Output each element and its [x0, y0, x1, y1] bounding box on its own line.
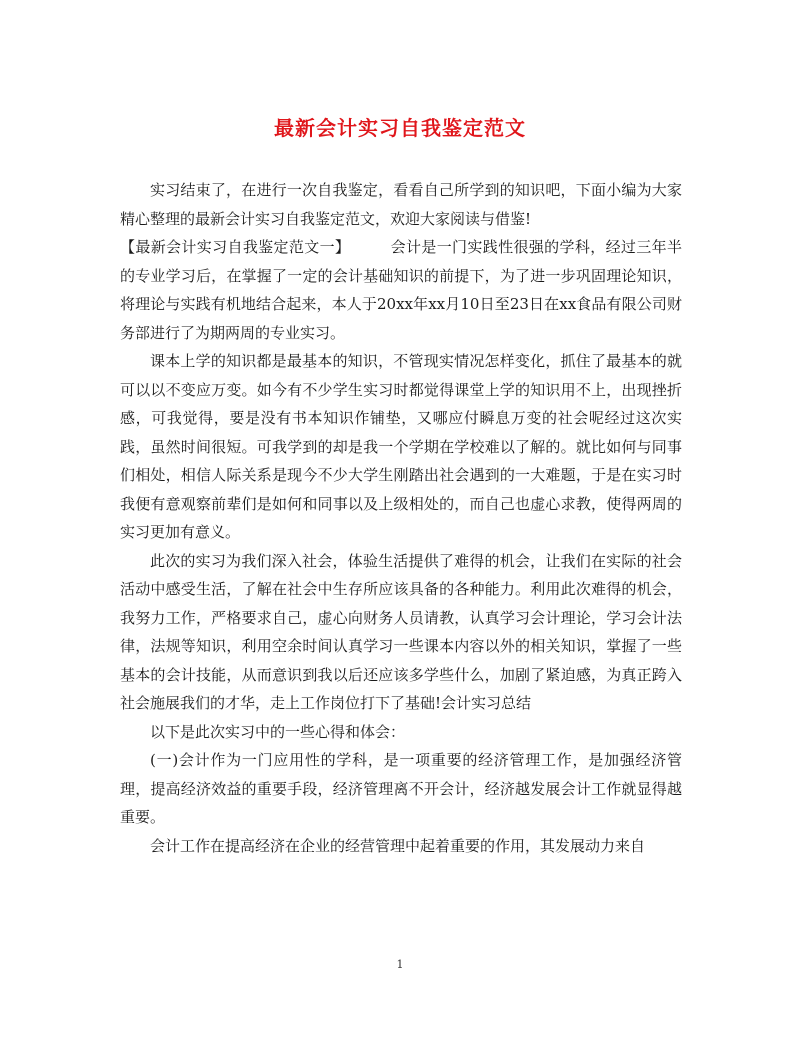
body-paragraph-2: 此次的实习为我们深入社会，体验生活提供了难得的机会，让我们在实际的社会活动中感受生活，了解在社会中生存所应该具备的各种能力。利用此次难得的机会，我努力工作，严格要求自己，虚心向财务人员请教，认真学习会计理论，学习会计法律，法规等知识，利用空余时间认真学习一些课本内容以外的相关知识，掌握了一些基本的会计技能，从而意识到我以后还应该多学些什么，加剧了紧迫感，为真正跨入社会施展我们的才华，走上工作岗位打下了基础!会计实习总结: [120, 551, 682, 712]
intro-paragraph: 实习结束了，在进行一次自我鉴定，看看自己所学到的知识吧，下面小编为大家精心整理的最新会计实习自我鉴定范文，欢迎大家阅读与借鉴!: [120, 181, 682, 228]
body-paragraph-1: 课本上学的知识都是最基本的知识，不管现实情况怎样变化，抓住了最基本的就可以以不变应万变。如今有不少学生实习时都觉得课堂上学的知识用不上，出现挫折感，可我觉得，要是没有书本知识作铺垫，又哪应付瞬息万变的社会呢经过这次实践，虽然时间很短。可我学到的却是我一个学期在学校难以了解的。就比如何与同事们相处，相信人际关系是现今不少大学生刚踏出社会遇到的一大难题，于是在实习时我便有意观察前辈们是如何和同事以及上级相处的，而自己也虚心求教，使得两周的实习更加有意义。: [120, 352, 682, 541]
document-body: [120, 176, 682, 860]
body-paragraph-5: 会计工作在提高经济在企业的经营管理中起着重要的作用，其发展动力来自: [150, 836, 646, 855]
section-first-block: [120, 233, 682, 347]
section-heading: 【最新会计实习自我鉴定范文一】: [120, 238, 351, 256]
page-number: 1: [396, 958, 404, 971]
section-first-paragraph: 会计是一门实践性很强的学科，经过三年半的专业学习后，在掌握了一定的会计基础知识的前提下，为了进一步巩固理论知识，将理论与实践有机地结合起来，本人于20xx年xx月10日至23日在xx食品有限公司财务部进行了为期两周的专业实习。: [120, 238, 682, 342]
body-paragraph-3: 以下是此次实习中的一些心得和体会：: [150, 722, 406, 741]
document-title: 最新会计实习自我鉴定范文: [274, 116, 526, 140]
body-paragraph-4: (一)会计作为一门应用性的学科，是一项重要的经济管理工作，是加强经济管理，提高经济效益的重要手段，经济管理离不开会计，经济越发展会计工作就显得越重要。: [120, 751, 682, 826]
